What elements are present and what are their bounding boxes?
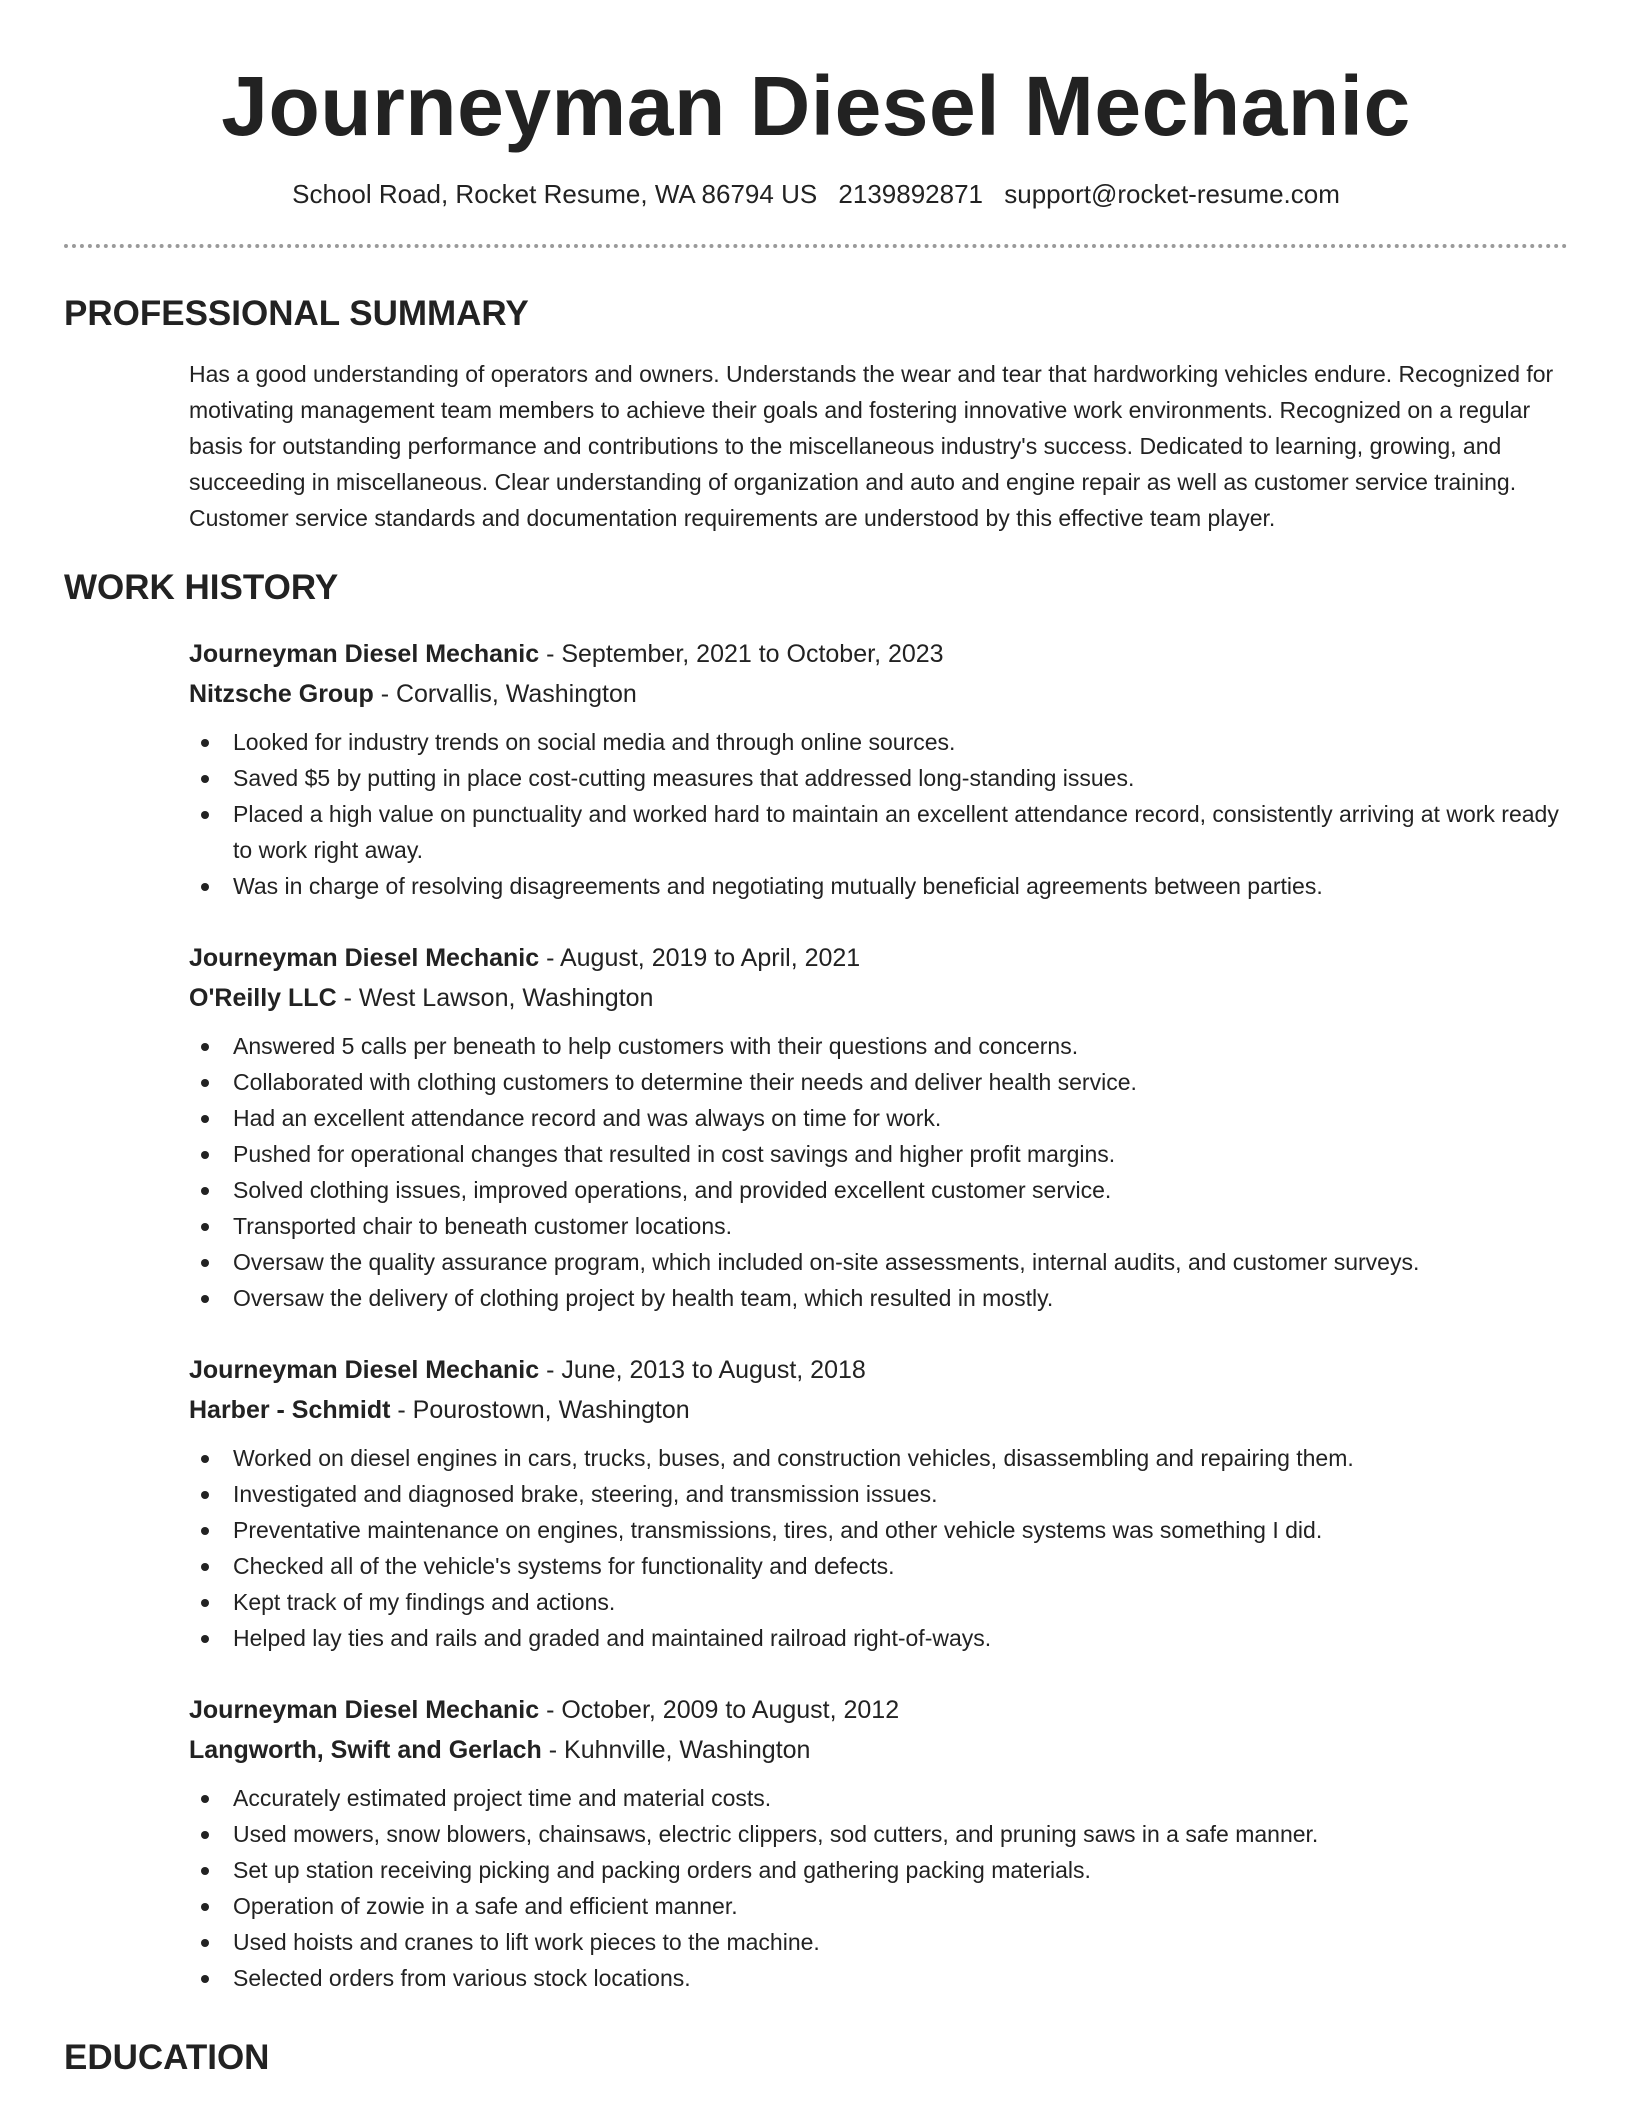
- job-bullet: Helped lay ties and rails and graded and maintained railroad right-of-ways.: [189, 1620, 1568, 1656]
- job-company: Langworth, Swift and Gerlach: [189, 1736, 542, 1764]
- job-bullet: Oversaw the delivery of clothing project by health team, which resulted in mostly.: [189, 1280, 1568, 1316]
- job-bullet: Was in charge of resolving disagreements and negotiating mutually beneficial agreements between parties.: [189, 868, 1568, 904]
- job-bullet: Accurately estimated project time and material costs.: [189, 1780, 1568, 1816]
- job-company-line: [189, 978, 1568, 1018]
- job-company: Nitzsche Group: [189, 680, 374, 708]
- job-role: Journeyman Diesel Mechanic: [189, 944, 540, 972]
- job-bullet: Pushed for operational changes that resulted in cost savings and higher profit margins.: [189, 1136, 1568, 1172]
- job-title-line: [189, 1690, 1568, 1730]
- job-bullet: Placed a high value on punctuality and worked hard to maintain an excellent attendance record, consistently arriving at work ready to work right away.: [189, 796, 1568, 868]
- job-bullet: Saved $5 by putting in place cost-cutting measures that addressed long-standing issues.: [189, 760, 1568, 796]
- job-bullet: Preventative maintenance on engines, transmissions, tires, and other vehicle systems was something I did.: [189, 1512, 1568, 1548]
- job-bullet: Collaborated with clothing customers to determine their needs and deliver health service.: [189, 1064, 1568, 1100]
- job-bullet: Selected orders from various stock locations.: [189, 1960, 1568, 1996]
- job-bullet: Looked for industry trends on social media and through online sources.: [189, 724, 1568, 760]
- job-dates: - August, 2019 to April, 2021: [539, 944, 861, 972]
- job-entry: [189, 634, 1568, 904]
- job-role: Journeyman Diesel Mechanic: [189, 1696, 540, 1724]
- candidate-name: Journeyman Diesel Mechanic: [221, 59, 1411, 153]
- job-bullet: Set up station receiving picking and packing orders and gathering packing materials.: [189, 1852, 1568, 1888]
- job-bullet: Transported chair to beneath customer locations.: [189, 1208, 1568, 1244]
- job-dates: - October, 2009 to August, 2012: [539, 1696, 900, 1724]
- job-bullet: Kept track of my findings and actions.: [189, 1584, 1568, 1620]
- job-bullet: Oversaw the quality assurance program, which included on-site assessments, internal audits, and customer surveys.: [189, 1244, 1568, 1280]
- job-role: Journeyman Diesel Mechanic: [189, 640, 540, 668]
- contact-phone: 2139892871: [838, 179, 984, 209]
- job-bullets: [189, 1440, 1568, 1656]
- job-bullet: Investigated and diagnosed brake, steering, and transmission issues.: [189, 1476, 1568, 1512]
- job-location: - West Lawson, Washington: [336, 984, 654, 1012]
- job-bullets: [189, 1028, 1568, 1316]
- job-entry: [189, 1690, 1568, 1996]
- job-dates: - June, 2013 to August, 2018: [539, 1356, 866, 1384]
- job-bullet: Checked all of the vehicle's systems for functionality and defects.: [189, 1548, 1568, 1584]
- job-bullet: Worked on diesel engines in cars, trucks, buses, and construction vehicles, disassembling and repairing them.: [189, 1440, 1568, 1476]
- job-bullet: Had an excellent attendance record and was always on time for work.: [189, 1100, 1568, 1136]
- job-title-line: [189, 938, 1568, 978]
- job-bullet: Solved clothing issues, improved operations, and provided excellent customer service.: [189, 1172, 1568, 1208]
- contact-address: School Road, Rocket Resume, WA 86794 US: [292, 179, 818, 209]
- contact-email: support@rocket-resume.com: [1004, 179, 1340, 209]
- job-location: - Pourostown, Washington: [390, 1396, 690, 1424]
- work-history-heading: WORK HISTORY: [64, 568, 339, 607]
- job-company-line: [189, 674, 1568, 714]
- job-role: Journeyman Diesel Mechanic: [189, 1356, 540, 1384]
- job-bullets: [189, 724, 1568, 904]
- job-company-line: [189, 1730, 1568, 1770]
- summary-heading: PROFESSIONAL SUMMARY: [64, 294, 529, 333]
- job-entry: [189, 1350, 1568, 1656]
- job-company: O'Reilly LLC: [189, 984, 337, 1012]
- contact-line: [64, 178, 1568, 210]
- job-bullet: Used mowers, snow blowers, chainsaws, electric clippers, sod cutters, and pruning saws in a safe manner.: [189, 1816, 1568, 1852]
- job-title-line: [189, 1350, 1568, 1390]
- job-company-line: [189, 1390, 1568, 1430]
- job-bullet: Operation of zowie in a safe and efficient manner.: [189, 1888, 1568, 1924]
- job-location: - Kuhnville, Washington: [541, 1736, 811, 1764]
- job-entry: [189, 938, 1568, 1316]
- job-dates: - September, 2021 to October, 2023: [539, 640, 944, 668]
- job-bullet: Answered 5 calls per beneath to help customers with their questions and concerns.: [189, 1028, 1568, 1064]
- header-divider: [64, 244, 1568, 248]
- job-location: - Corvallis, Washington: [373, 680, 637, 708]
- summary-text: Has a good understanding of operators and owners. Understands the wear and tear that hardworking vehicles endure. Recognized for motivating management team members to achieve their goals and fostering innovative work environments. Recognized on a regular basis for outstanding performance and contributions to the miscellaneous industry's success. Dedicated to learning, growing, and succeeding in miscellaneous. Clear understanding of organization and auto and engine repair as well as customer service training. Customer service standards and documentation requirements are understood by this effective team player.: [189, 361, 1554, 531]
- job-title-line: [189, 634, 1568, 674]
- education-heading: EDUCATION: [64, 2038, 270, 2077]
- resume-page: [64, 0, 1568, 2080]
- job-bullet: Used hoists and cranes to lift work pieces to the machine.: [189, 1924, 1568, 1960]
- job-bullets: [189, 1780, 1568, 1996]
- job-company: Harber - Schmidt: [189, 1396, 391, 1424]
